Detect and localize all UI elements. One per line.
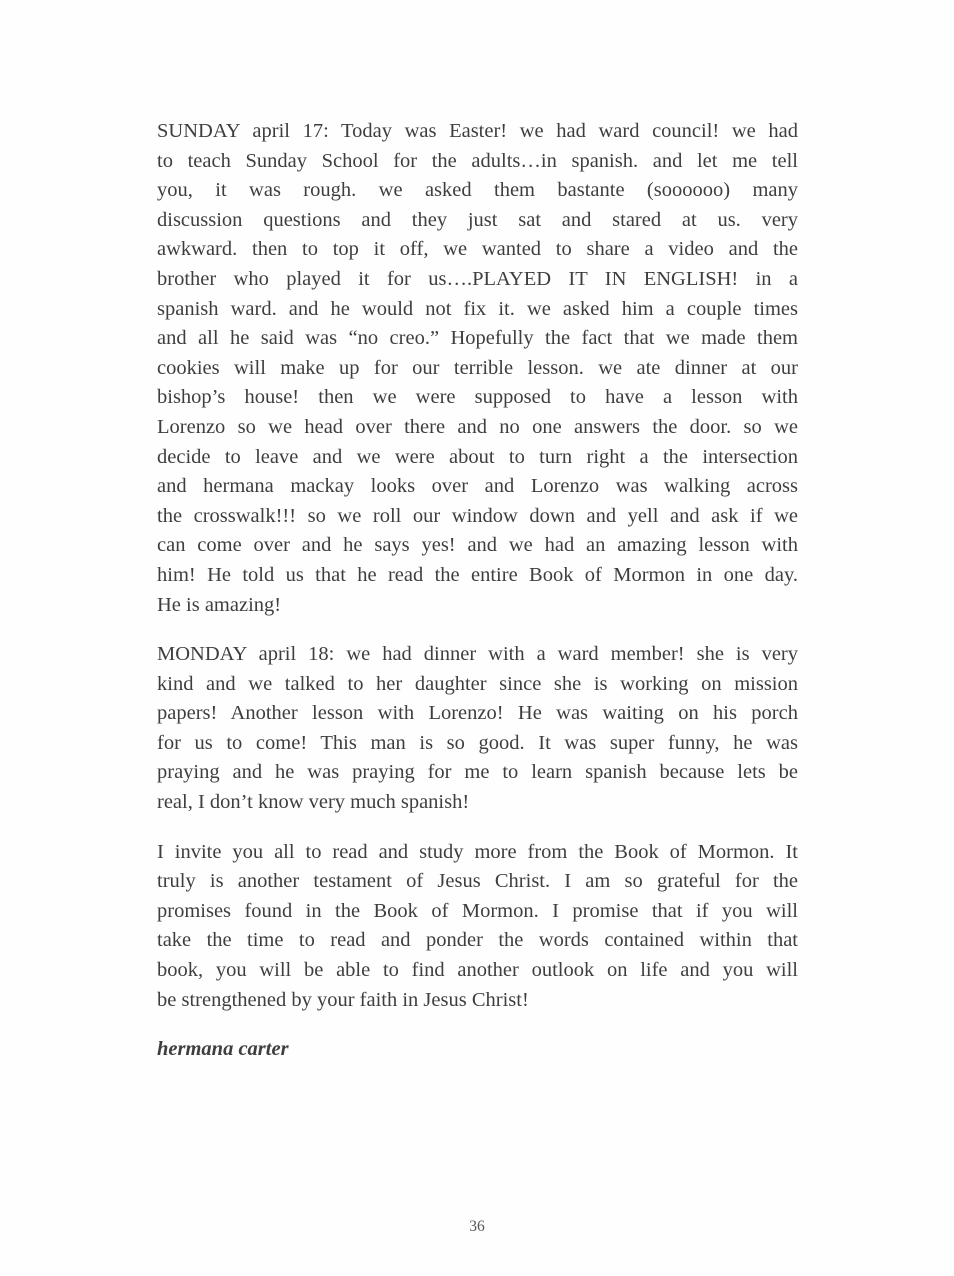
journal-text [157, 117, 798, 1085]
text-line: truly is another testament of Jesus Christ. I am so grateful for the [157, 870, 798, 893]
text-line: MONDAY april 18: we had dinner with a ward member! she is very [157, 643, 798, 666]
text-line: cookies will make up for our terrible lesson. we ate dinner at our [157, 356, 798, 379]
text-line: book, you will be able to find another outlook on life and you will [157, 959, 798, 982]
page-number: 36 [469, 1218, 485, 1235]
text-line: for us to come! This man is so good. It was super funny, he was [157, 731, 798, 754]
journal-paragraph [157, 640, 798, 818]
signature [157, 1035, 798, 1065]
text-line: He is amazing! [157, 593, 282, 616]
text-line: Lorenzo so we head over there and no one answers the door. so we [157, 415, 798, 438]
text-line: kind and we talked to her daughter since she is working on mission [157, 672, 798, 695]
text-line: SUNDAY april 17: Today was Easter! we had ward council! we had [157, 120, 798, 142]
text-line: praying and he was praying for me to learn spanish because lets be [157, 761, 798, 784]
text-line: to teach Sunday School for the adults…in spanish. and let me tell [157, 149, 798, 172]
text-line: and all he said was “no creo.” Hopefully the fact that we made them [157, 327, 798, 350]
text-line: hermana carter [157, 1038, 289, 1061]
text-line: papers! Another lesson with Lorenzo! He was waiting on his porch [157, 702, 798, 725]
text-line: him! He told us that he read the entire Book of Mormon in one day. [157, 563, 798, 586]
text-line: the crosswalk!!! so we roll our window down and yell and ask if we [157, 504, 798, 527]
text-line: can come over and he says yes! and we had an amazing lesson with [157, 534, 798, 557]
text-line: and hermana mackay looks over and Lorenzo was walking across [157, 475, 798, 498]
text-line: you, it was rough. we asked them bastante (soooooo) many [157, 179, 798, 202]
text-line: decide to leave and we were about to turn right a the intersection [157, 445, 798, 468]
text-line: discussion questions and they just sat and stared at us. very [157, 208, 798, 231]
journal-paragraph [157, 838, 798, 1016]
text-line: spanish ward. and he would not fix it. we asked him a couple times [157, 297, 798, 320]
text-line: take the time to read and ponder the words contained within that [157, 929, 798, 952]
text-line: be strengthened by your faith in Jesus Christ! [157, 988, 529, 1011]
text-line: brother who played it for us….PLAYED IT IN ENGLISH! in a [157, 267, 798, 290]
text-line: I invite you all to read and study more from the Book of Mormon. It [157, 840, 798, 863]
text-line: real, I don’t know very much spanish! [157, 791, 470, 814]
journal-paragraph [157, 117, 798, 620]
text-line: promises found in the Book of Mormon. I promise that if you will [157, 899, 798, 922]
text-line: awkward. then to top it off, we wanted to share a video and the [157, 238, 798, 261]
text-line: bishop’s house! then we were supposed to have a lesson with [157, 386, 798, 409]
